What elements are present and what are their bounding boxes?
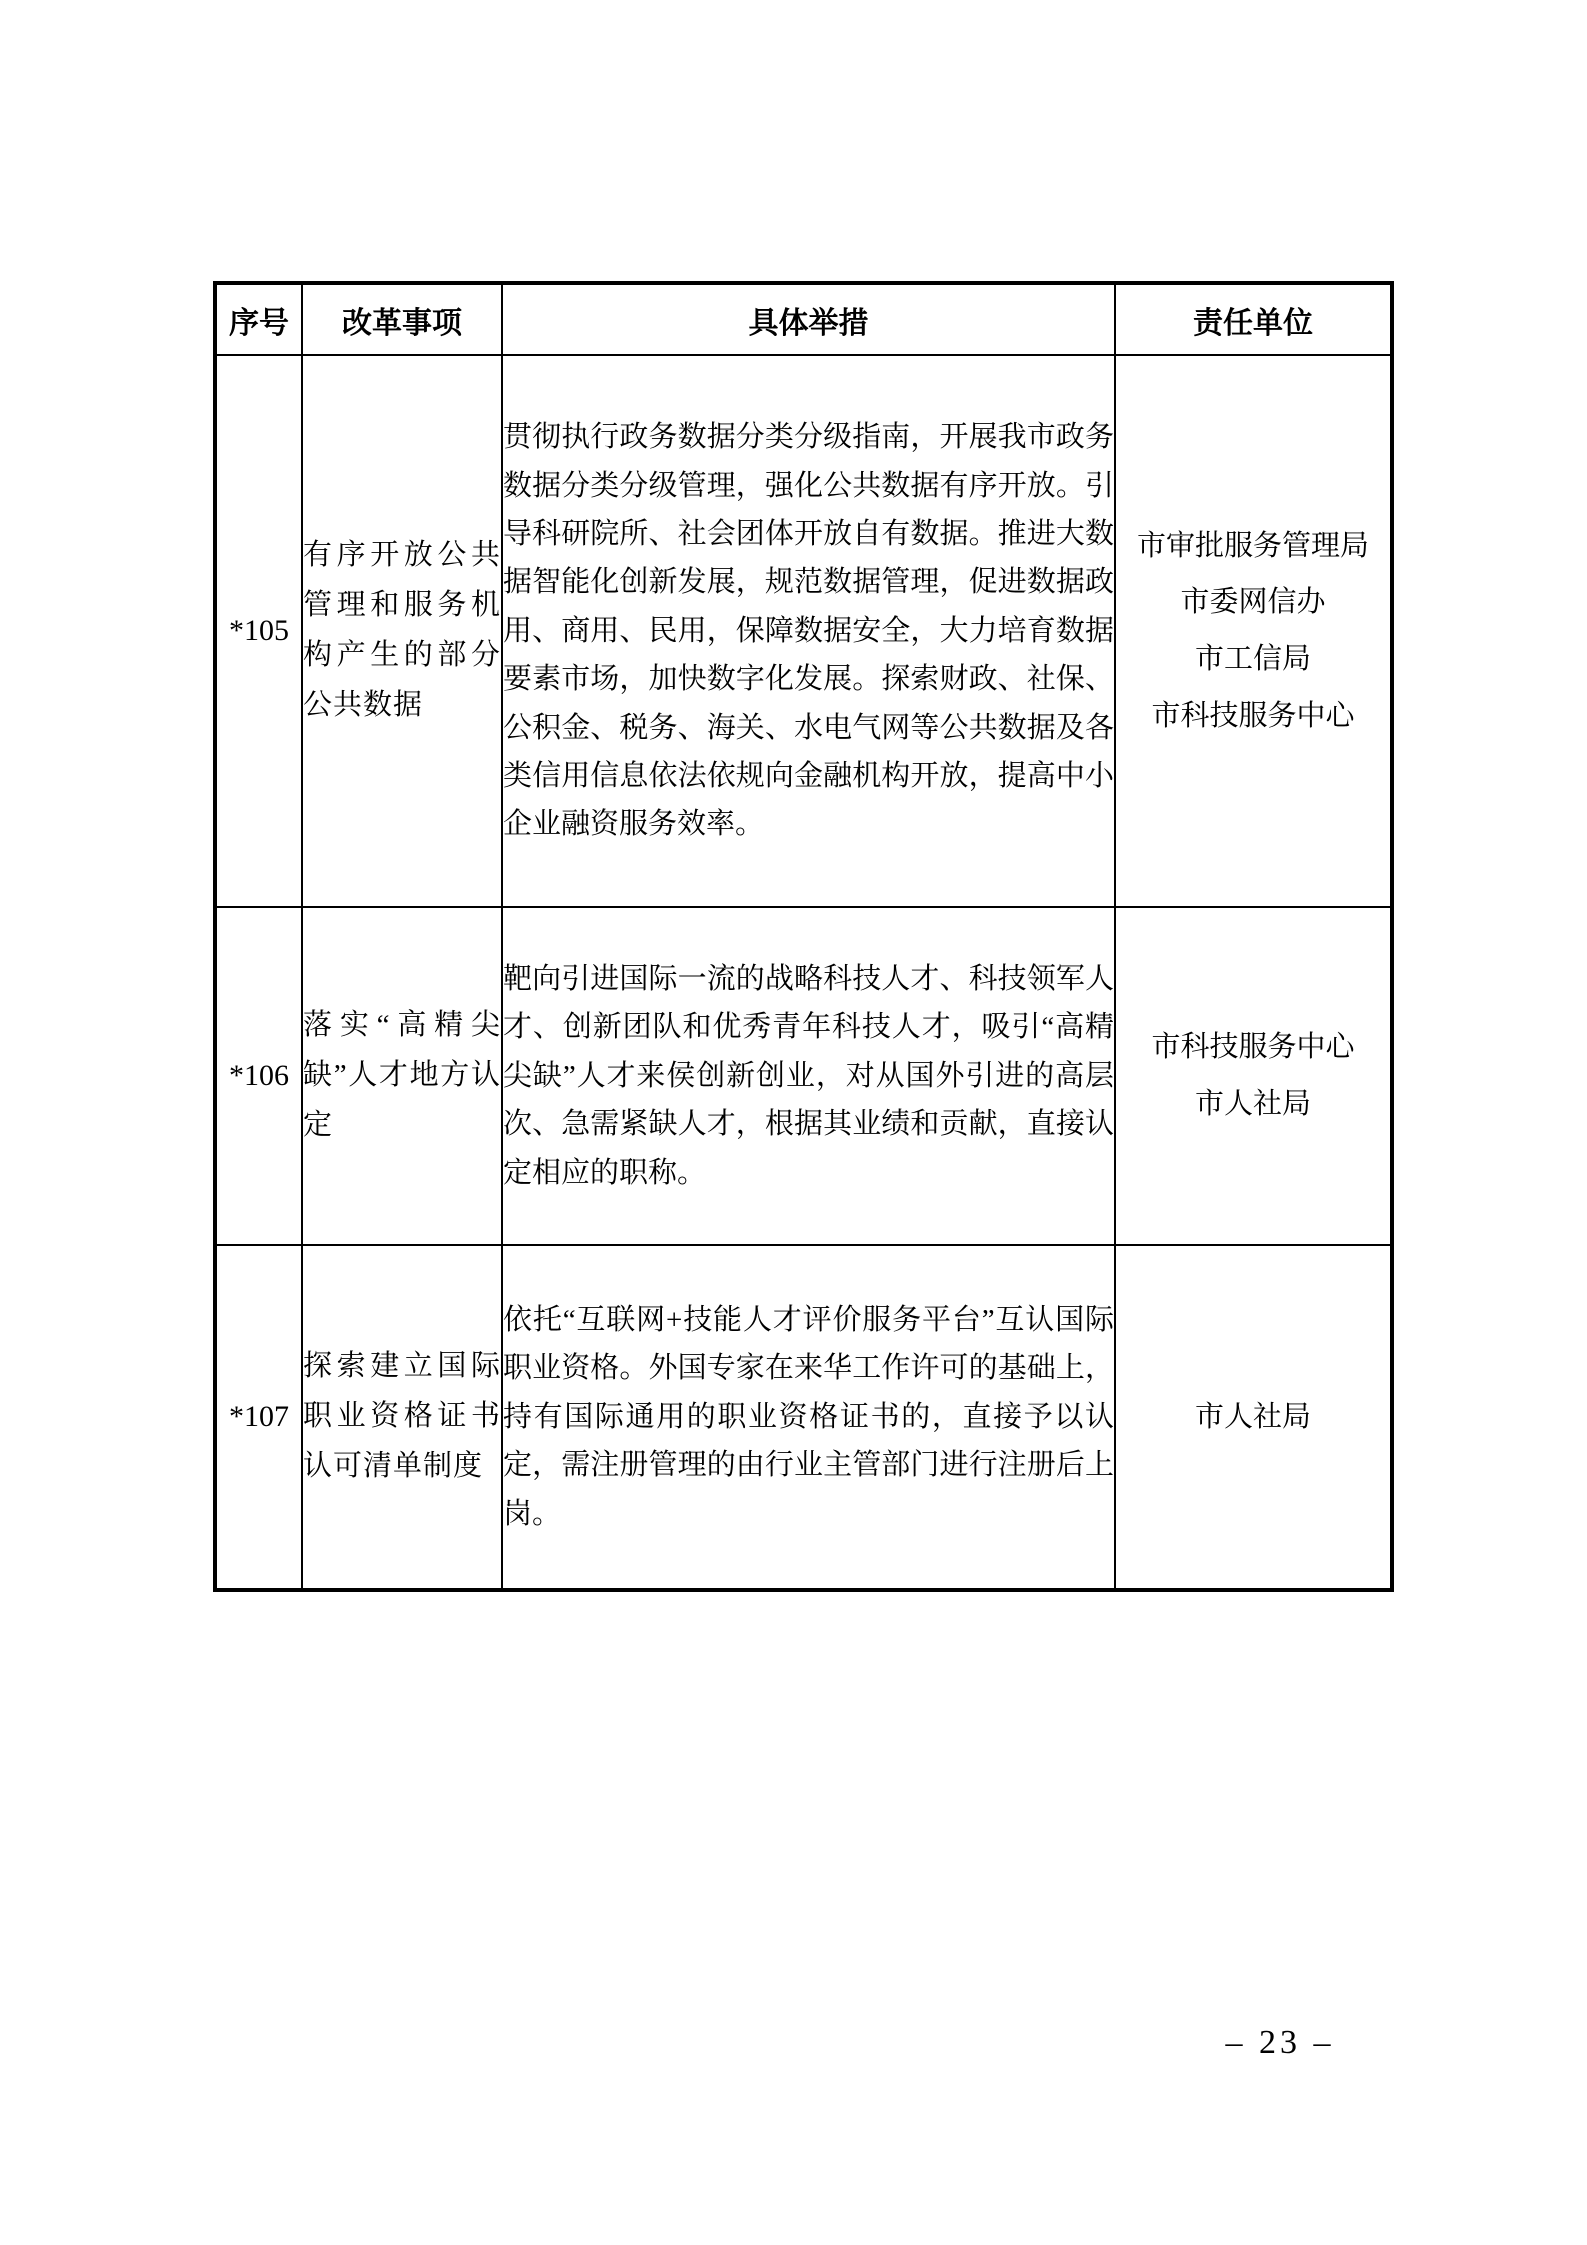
responsible-units-cell: [1115, 907, 1392, 1245]
responsible-units-cell: [1115, 355, 1392, 907]
serial-cell: *105: [215, 355, 302, 907]
measure-cell: 依托“互联网+技能人才评价服务平台”互认国际职业资格。外国专家在来华工作许可的基础上，持有国际通用的职业资格证书的，直接予以认定，需注册管理的由行业主管部门进行注册后上岗。: [502, 1245, 1115, 1590]
table-row: [215, 1245, 1392, 1590]
table-header-row: [215, 283, 1392, 355]
unit-line: 市审批服务管理局: [1136, 529, 1369, 562]
measure-cell: 靶向引进国际一流的战略科技人才、科技领军人才、创新团队和优秀青年科技人才，吸引“高精尖缺”人才来侯创新创业，对从国外引进的高层次、急需紧缺人才，根据其业绩和贡献，直接认定相应的职称。: [502, 907, 1115, 1245]
column-header-reform-item: 改革事项: [302, 283, 502, 355]
unit-line: 市工信局: [1194, 643, 1311, 675]
reform-item-cell: 探索建立国际职业资格证书认可清单制度: [302, 1245, 502, 1590]
reform-item-cell: 有序开放公共管理和服务机构产生的部分公共数据: [302, 355, 502, 907]
serial-cell: *106: [215, 907, 302, 1245]
unit-line: 市人社局: [1194, 1400, 1311, 1433]
serial-cell: *107: [215, 1245, 302, 1590]
column-header-measures: 具体举措: [502, 283, 1115, 355]
unit-line: 市人社局: [1194, 1088, 1311, 1120]
column-header-serial: 序号: [215, 283, 302, 355]
unit-line: 市科技服务中心: [1151, 699, 1355, 732]
measure-cell: 贯彻执行政务数据分类分级指南，开展我市政务数据分类分级管理，强化公共数据有序开放。引导科研院所、社会团体开放自有数据。推进大数据智能化创新发展，规范数据管理，促进数据政用、商用、民用，保障数据安全，大力培育数据要素市场，加快数字化发展。探索财政、社保、公积金、税务、海关、水电气网等公共数据及各类信用信息依法依规向金融机构开放，提高中小企业融资服务效率。: [502, 355, 1115, 907]
unit-line: 市科技服务中心: [1151, 1031, 1355, 1064]
responsible-units-cell: [1115, 1245, 1392, 1590]
page-number: – 23 –: [1225, 2024, 1335, 2061]
table-row: [215, 907, 1392, 1245]
column-header-responsible-unit: 责任单位: [1115, 283, 1392, 355]
unit-line: 市委网信办: [1180, 586, 1326, 619]
reform-measures-table: [213, 281, 1394, 1592]
reform-item-cell: 落实“高精尖缺”人才地方认定: [302, 907, 502, 1245]
table-row: [215, 355, 1392, 907]
